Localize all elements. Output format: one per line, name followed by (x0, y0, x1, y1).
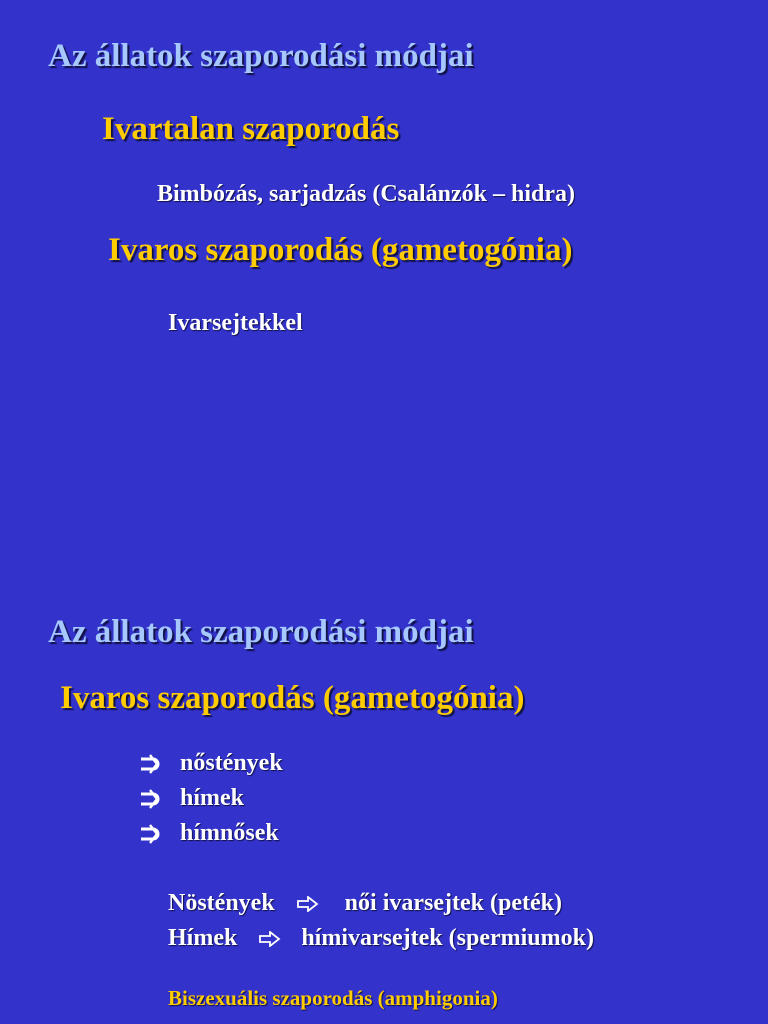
curved-arrow-bullet-icon (138, 753, 162, 775)
list-item-label: hímnősek (180, 820, 279, 846)
slide-title: Az állatok szaporodási módjai (48, 614, 474, 650)
list-item-label: hímek (180, 785, 245, 811)
sexual-heading: Ivaros szaporodás (gametogónia) (60, 680, 525, 716)
list-item (138, 820, 279, 847)
slide-2 (0, 580, 768, 1024)
curved-arrow-bullet-icon (138, 788, 162, 810)
footer-note: Biszexuális szaporodás (amphigonia) (168, 986, 498, 1010)
relation-object: női ivarsejtek (peték) (344, 890, 562, 916)
outline-arrow-icon (259, 931, 281, 947)
relation-row (168, 890, 562, 917)
curved-arrow-bullet-icon (138, 823, 162, 845)
relation-object: hímivarsejtek (spermiumok) (301, 925, 594, 951)
list-item-label: nőstények (180, 750, 283, 776)
slide-title: Az állatok szaporodási módjai (48, 38, 474, 74)
relation-row (168, 925, 594, 952)
outline-arrow-icon (297, 896, 319, 912)
list-item (138, 785, 244, 812)
asexual-heading: Ivartalan szaporodás (102, 111, 400, 147)
relation-subject: Hímek (168, 925, 238, 951)
relation-subject: Nöstények (168, 890, 275, 916)
list-item (138, 750, 283, 777)
sexual-heading: Ivaros szaporodás (gametogónia) (108, 232, 573, 268)
sexual-detail: Ivarsejtekkel (168, 310, 303, 336)
asexual-detail: Bimbózás, sarjadzás (Csalánzók – hidra) (157, 181, 576, 207)
